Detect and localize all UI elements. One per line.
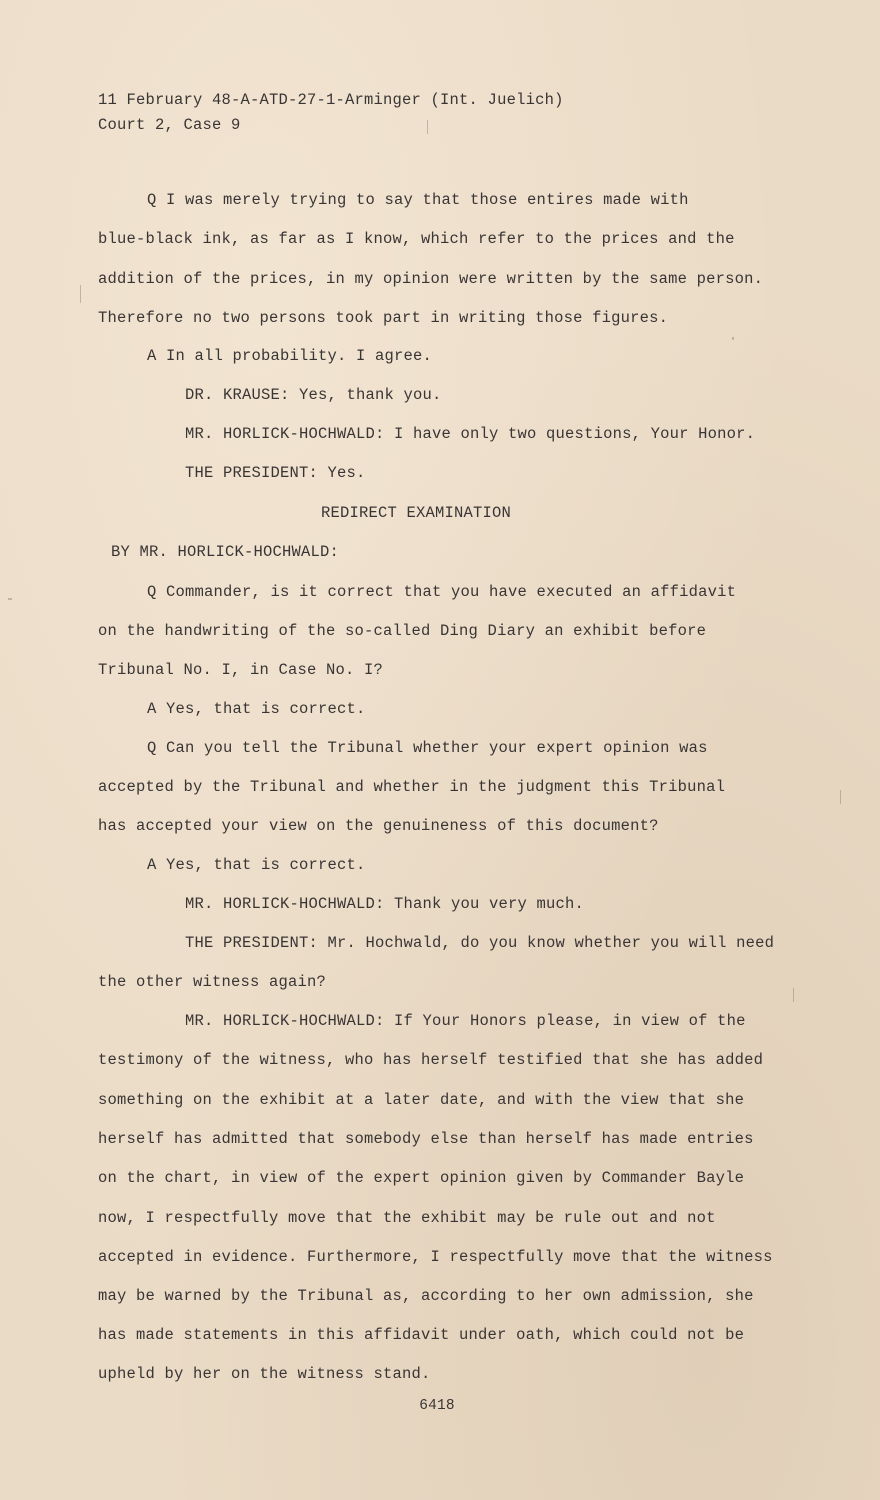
testimony-line: has accepted your view on the genuineness of this document? bbox=[98, 817, 659, 835]
testimony-line: accepted by the Tribunal and whether in the judgment this Tribunal bbox=[98, 778, 726, 796]
header-line-date-case: 11 February 48-A-ATD-27-1-Arminger (Int. Juelich) bbox=[98, 91, 564, 109]
examiner-line: BY MR. HORLICK-HOCHWALD: bbox=[111, 543, 340, 561]
testimony-line: THE PRESIDENT: Mr. Hochwald, do you know whether you will need bbox=[185, 934, 775, 952]
testimony-line: may be warned by the Tribunal as, according to her own admission, she bbox=[98, 1287, 754, 1305]
testimony-line: MR. HORLICK-HOCHWALD: If Your Honors please, in view of the bbox=[185, 1012, 746, 1030]
testimony-line: addition of the prices, in my opinion were written by the same person. bbox=[98, 270, 764, 288]
testimony-line: Q Can you tell the Tribunal whether your expert opinion was bbox=[147, 739, 708, 757]
testimony-line: upheld by her on the witness stand. bbox=[98, 1365, 431, 1383]
testimony-line: Therefore no two persons took part in writing those figures. bbox=[98, 309, 669, 327]
testimony-line: Tribunal No. I, in Case No. I? bbox=[98, 661, 384, 679]
testimony-line: herself has admitted that somebody else than herself has made entries bbox=[98, 1130, 754, 1148]
stray-mark bbox=[427, 120, 428, 134]
header-line-court: Court 2, Case 9 bbox=[98, 116, 241, 134]
stray-mark bbox=[732, 337, 734, 340]
testimony-line: testimony of the witness, who has herself testified that she has added bbox=[98, 1051, 764, 1069]
testimony-line: Q Commander, is it correct that you have executed an affidavit bbox=[147, 583, 737, 601]
testimony-line: THE PRESIDENT: Yes. bbox=[185, 464, 366, 482]
testimony-line: on the chart, in view of the expert opinion given by Commander Bayle bbox=[98, 1169, 745, 1187]
testimony-line: accepted in evidence. Furthermore, I respectfully move that the witness bbox=[98, 1248, 773, 1266]
stray-mark bbox=[80, 285, 81, 303]
section-heading-redirect-examination: REDIRECT EXAMINATION bbox=[320, 504, 512, 522]
testimony-line: A Yes, that is correct. bbox=[147, 700, 366, 718]
testimony-line: the other witness again? bbox=[98, 973, 327, 991]
page-number: 6418 bbox=[419, 1398, 455, 1414]
testimony-line: now, I respectfully move that the exhibit may be rule out and not bbox=[98, 1209, 716, 1227]
testimony-line: MR. HORLICK-HOCHWALD: I have only two questions, Your Honor. bbox=[185, 425, 756, 443]
testimony-line: blue-black ink, as far as I know, which refer to the prices and the bbox=[98, 230, 735, 248]
testimony-line: A Yes, that is correct. bbox=[147, 856, 366, 874]
stray-mark bbox=[793, 988, 794, 1002]
testimony-line: A In all probability. I agree. bbox=[147, 347, 433, 365]
testimony-line: something on the exhibit at a later date, and with the view that she bbox=[98, 1091, 745, 1109]
testimony-line: Q I was merely trying to say that those entires made with bbox=[147, 191, 689, 209]
testimony-line: on the handwriting of the so-called Ding Diary an exhibit before bbox=[98, 622, 707, 640]
stray-mark bbox=[8, 598, 12, 600]
stray-mark bbox=[840, 790, 841, 804]
testimony-line: DR. KRAUSE: Yes, thank you. bbox=[185, 386, 442, 404]
testimony-line: has made statements in this affidavit under oath, which could not be bbox=[98, 1326, 745, 1344]
testimony-line: MR. HORLICK-HOCHWALD: Thank you very much. bbox=[185, 895, 585, 913]
